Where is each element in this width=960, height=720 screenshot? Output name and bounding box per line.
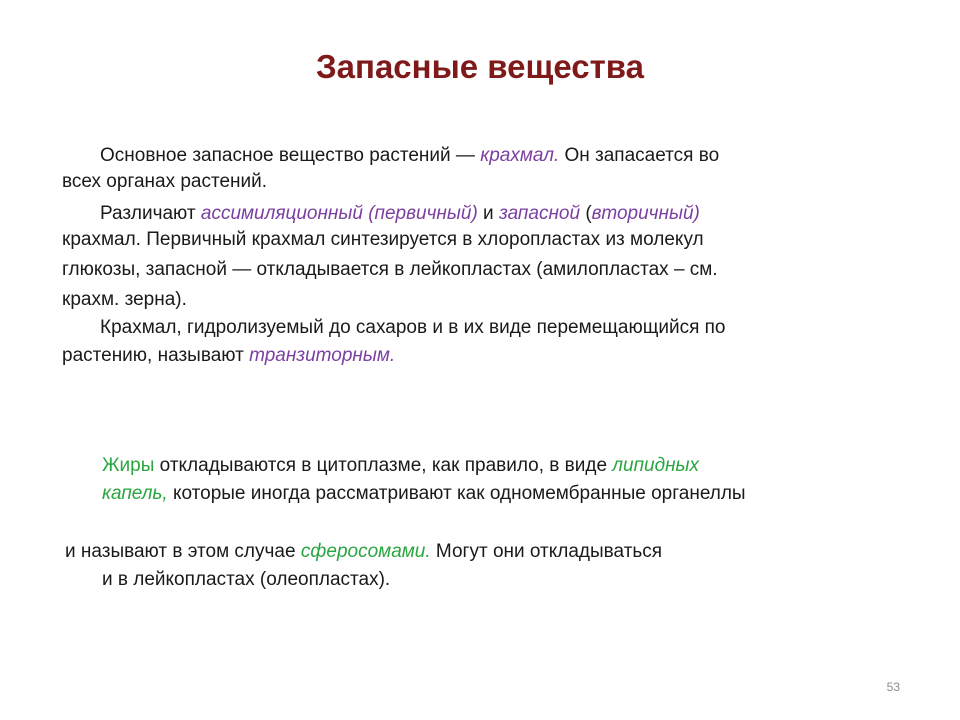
paragraph-4-line-2 (102, 481, 746, 507)
paragraph-2-line-1 (100, 201, 700, 227)
paragraph-4-line-1 (102, 453, 699, 479)
paragraph-3-line-1: Крахмал, гидролизуемый до сахаров и в их виде перемещающийся по (100, 317, 726, 338)
term-fats: Жиры (102, 455, 155, 476)
term-assimilation-starch: ассимиляционный (первичный) (200, 203, 478, 224)
term-storage-starch: запасной (498, 203, 581, 224)
paragraph-3-line-2 (62, 343, 395, 369)
paragraph-2-line-3: глюкозы, запасной — откладывается в лейкопластах (амилопластах – см. (62, 259, 718, 280)
term-spherosomes: сферосомами. (300, 541, 431, 562)
text-run: откладываются в цитоплазме, как правило, в виде (154, 455, 613, 476)
slide-title: Запасные вещества (316, 48, 644, 85)
text-run: Различают (100, 203, 201, 224)
paragraph-2-line-2: крахмал. Первичный крахмал синтезируется в хлоропластах из молекул (62, 229, 704, 250)
paragraph-1-line-1 (100, 143, 719, 169)
term-transitory: транзиторным. (249, 345, 396, 366)
text-run: Могут они откладываться (430, 541, 663, 562)
term-secondary: вторичный) (591, 203, 700, 224)
text-run: ( (580, 203, 592, 224)
page-number: 53 (886, 680, 900, 694)
text-run: и называют в этом случае (65, 541, 301, 562)
text-run: Он запасается во (559, 145, 720, 166)
term-starch: крахмал. (480, 145, 560, 166)
text-run: которые иногда рассматривают как одномембранные органеллы (167, 483, 746, 504)
text-run: Основное запасное вещество растений — (100, 145, 481, 166)
text-run: растению, называют (62, 345, 250, 366)
term-droplets: капель, (102, 483, 168, 504)
paragraph-2-line-4: крахм. зерна). (62, 289, 187, 310)
paragraph-1-line-2: всех органах растений. (62, 171, 268, 192)
paragraph-5-line-1 (65, 539, 662, 565)
text-run: и (477, 203, 499, 224)
paragraph-5-line-2: и в лейкопластах (олеопластах). (102, 569, 391, 590)
term-lipid: липидных (612, 455, 700, 476)
